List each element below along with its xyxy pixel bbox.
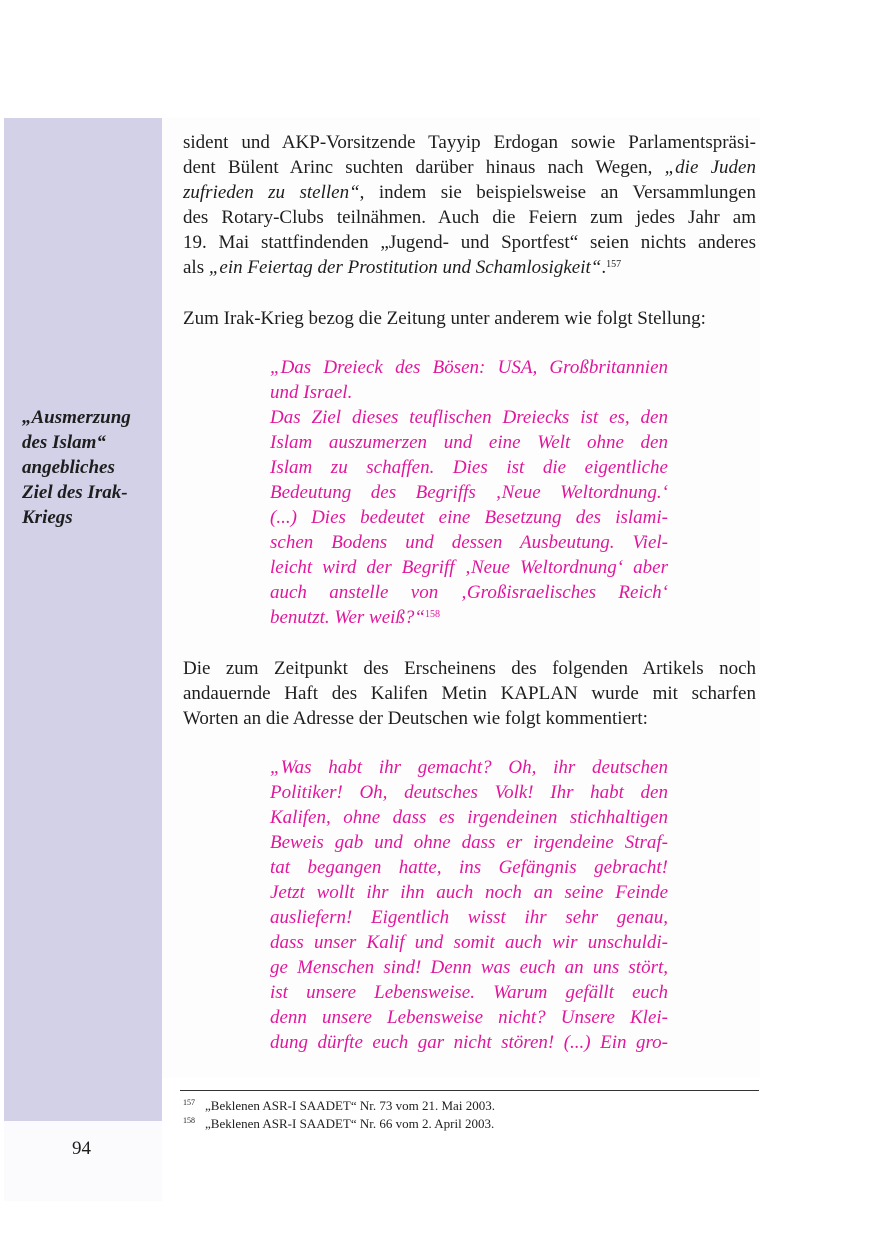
quote-line: Islam auszumerzen und eine Welt ohne den — [270, 432, 668, 453]
footnote-ref[interactable]: 157 — [606, 259, 622, 270]
quote-line: dung dürfte euch gar nicht stören! (...) Ein gro- — [270, 1032, 668, 1053]
text-line: sident und AKP-Vorsitzende Tayyip Erdogan sowie Parlamentspräsi- — [183, 132, 756, 153]
quote-segment: benutzt. Wer weiß?“ — [270, 607, 425, 628]
sidebar-footer-band — [4, 1121, 162, 1201]
quote-line: ist unsere Lebensweise. Warum gefällt euch — [270, 982, 668, 1003]
quote-2 — [270, 755, 668, 1055]
quote-line: „Das Dreieck des Bösen: USA, Großbritannien — [270, 357, 668, 378]
footnote-ref[interactable]: 158 — [425, 609, 440, 620]
quote-line: Bedeutung des Begriffs ‚Neue Weltordnung.‘ — [270, 482, 668, 503]
quote-line: leicht wird der Begriff ‚Neue Weltordnung‘ aber — [270, 557, 668, 578]
text-segment: dent Bülent Arinc suchten darüber hinaus nach Wegen, — [183, 157, 665, 178]
margin-note — [22, 405, 152, 530]
sidebar-band — [4, 118, 162, 1121]
text-line: 19. Mai stattfindenden „Jugend- und Sportfest“ seien nichts anderes — [183, 232, 756, 253]
quote-line: schen Bodens und dessen Ausbeutung. Viel- — [270, 532, 668, 553]
text-line — [183, 155, 756, 180]
quote-line: „Was habt ihr gemacht? Oh, ihr deutschen — [270, 757, 668, 778]
quote-line: Das Ziel dieses teuflischen Dreiecks ist es, den — [270, 407, 668, 428]
quote-line: Politiker! Oh, deutsches Volk! Ihr habt den — [270, 782, 668, 803]
quote-line: Kalifen, ohne dass es irgendeinen stichhaltigen — [270, 807, 668, 828]
text-segment: . — [601, 257, 607, 278]
quote-line: dass unser Kalif und somit auch wir unschuldi- — [270, 932, 668, 953]
quote-line: ge Menschen sind! Denn was euch an uns stört, — [270, 957, 668, 978]
quote-line: (...) Dies bedeutet eine Besetzung des islami- — [270, 507, 668, 528]
text-line — [183, 255, 756, 280]
inline-quote: zufrieden zu stellen“ — [183, 182, 360, 203]
quote-line: denn unsere Lebensweise nicht? Unsere Klei- — [270, 1007, 668, 1028]
text-line: Die zum Zeitpunkt des Erscheinens des folgenden Artikels noch — [183, 658, 756, 679]
quote-1 — [270, 355, 668, 630]
inline-quote: „ein Feiertag der Prostitution und Schamlosigkeit“ — [208, 257, 602, 278]
quote-line: ausliefern! Eigentlich wisst ihr sehr genau, — [270, 907, 668, 928]
quote-line: Jetzt wollt ihr ihn auch noch an seine Feinde — [270, 882, 668, 903]
margin-note-line: Kriegs — [22, 507, 73, 528]
margin-note-line: „Ausmerzung — [22, 407, 131, 428]
margin-note-line: des Islam“ — [22, 432, 106, 453]
quote-line: auch anstelle von ‚Großisraelisches Reich‘ — [270, 582, 668, 603]
footnotes — [183, 1097, 743, 1133]
text-line: des Rotary-Clubs teilnähmen. Auch die Feiern zum jedes Jahr am — [183, 207, 756, 228]
text-line — [183, 180, 756, 205]
paragraph-2 — [183, 306, 756, 331]
quote-line: Beweis gab und ohne dass er irgendeine Straf- — [270, 832, 668, 853]
footnote-number: 157 — [183, 1098, 195, 1107]
footnote-number: 158 — [183, 1116, 195, 1125]
text-line: andauernde Haft des Kalifen Metin KAPLAN wurde mit scharfen — [183, 683, 756, 704]
footnote-text: „Beklenen ASR-I SAADET“ Nr. 73 vom 21. Mai 2003. — [205, 1098, 495, 1113]
text-segment: als — [183, 257, 209, 278]
paragraph-3 — [183, 656, 756, 731]
margin-note-line: Ziel des Irak- — [22, 482, 128, 503]
text-line: Worten an die Adresse der Deutschen wie folgt kommentiert: — [183, 708, 648, 729]
margin-note-line: angebliches — [22, 457, 115, 478]
quote-line: tat begangen hatte, ins Gefängnis gebracht! — [270, 857, 668, 878]
text-segment: , indem sie beispielsweise an Versammlungen — [359, 182, 756, 203]
footnote — [183, 1097, 743, 1115]
page-number: 94 — [72, 1138, 91, 1159]
inline-quote: „die Juden — [664, 157, 756, 178]
quote-line: und Israel. — [270, 382, 353, 403]
paragraph-1 — [183, 130, 756, 280]
quote-line: Islam zu schaffen. Dies ist die eigentliche — [270, 457, 668, 478]
quote-line — [270, 605, 668, 630]
footnote-divider — [180, 1090, 759, 1091]
footnote-text: „Beklenen ASR-I SAADET“ Nr. 66 vom 2. April 2003. — [205, 1116, 495, 1131]
text-line: Zum Irak-Krieg bezog die Zeitung unter anderem wie folgt Stellung: — [183, 308, 706, 329]
footnote — [183, 1115, 743, 1133]
